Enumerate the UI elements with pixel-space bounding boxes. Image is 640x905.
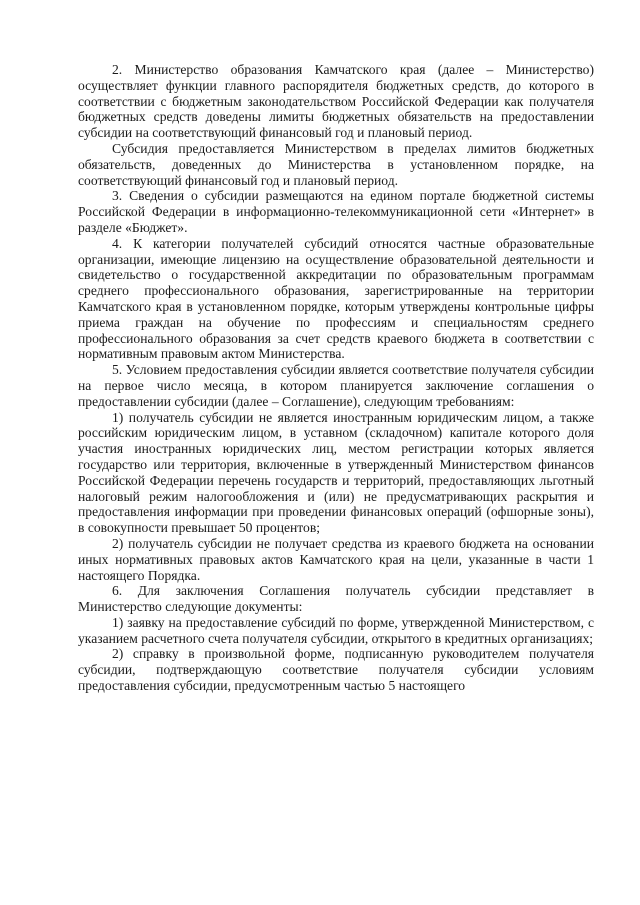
document-page bbox=[78, 62, 594, 694]
paragraph-6-documents: 6. Для заключения Соглашения получатель субсидии представляет в Министерство следующие документы: bbox=[78, 583, 594, 615]
requirement-1: 1) получатель субсидии не является иностранным юридическим лицом, а также российским юридическим лицом, в уставном (складочном) капитале которого доля участия иностранных юридических лиц, местом регистрации которых является государство или территория, включенные в утвержденный Министерством финансов Российской Федерации перечень государств и территорий, предоставляющих льготный налоговый режим налогообложения и (или) не предусматривающих раскрытия и предоставления информации при проведении финансовых операций (офшорные зоны), в совокупности превышает 50 процентов; bbox=[78, 409, 594, 536]
document-item-2: 2) справку в произвольной форме, подписанную руководителем получателя субсидии, подтверждающую соответствие получателя субсидии условиям предоставления субсидии, предусмотренным частью 5 настоящего bbox=[78, 646, 594, 694]
paragraph-4-recipients: 4. К категории получателей субсидий относятся частные образовательные организации, имеющие лицензию на осуществление образовательной деятельности и свидетельство о государственной аккредитации по образовательным программам среднего профессионального образования, зарегистрированные на территории Камчатского края в установленном порядке, которым утверждены контрольные цифры приема граждан на обучение по профессиям и специальностям среднего профессионального образования за счет средств краевого бюджета в соответствии с нормативным правовым актом Министерства. bbox=[78, 235, 594, 362]
document-item-1: 1) заявку на предоставление субсидий по форме, утвержденной Министерством, с указанием расчетного счета получателя субсидии, открытого в кредитных организациях; bbox=[78, 614, 594, 646]
paragraph-5-conditions: 5. Условием предоставления субсидии является соответствие получателя субсидии на первое число месяца, в котором планируется заключение соглашения о предоставлении субсидии (далее – Соглашение), следующим требованиям: bbox=[78, 362, 594, 409]
paragraph-2-ministry: 2. Министерство образования Камчатского края (далее – Министерство) осуществляет функции главного распорядителя бюджетных средств, до которого в соответствии с бюджетным законодательством Российской Федерации как получателя бюджетных средств доведены лимиты бюджетных обязательств на предоставлении субсидии на соответствующий финансовый год и плановый период. bbox=[78, 62, 594, 141]
requirement-2: 2) получатель субсидии не получает средства из краевого бюджета на основании иных нормативных правовых актов Камчатского края на цели, указанные в части 1 настоящего Порядка. bbox=[78, 535, 594, 583]
paragraph-subsidy-limits: Субсидия предоставляется Министерством в пределах лимитов бюджетных обязательств, доведенных до Министерства в установленном порядке, на соответствующий финансовый год и плановый период. bbox=[78, 140, 594, 188]
paragraph-3-portal: 3. Сведения о субсидии размещаются на едином портале бюджетной системы Российской Федерации в информационно-телекоммуникационной сети «Интернет» в разделе «Бюджет». bbox=[78, 188, 594, 235]
